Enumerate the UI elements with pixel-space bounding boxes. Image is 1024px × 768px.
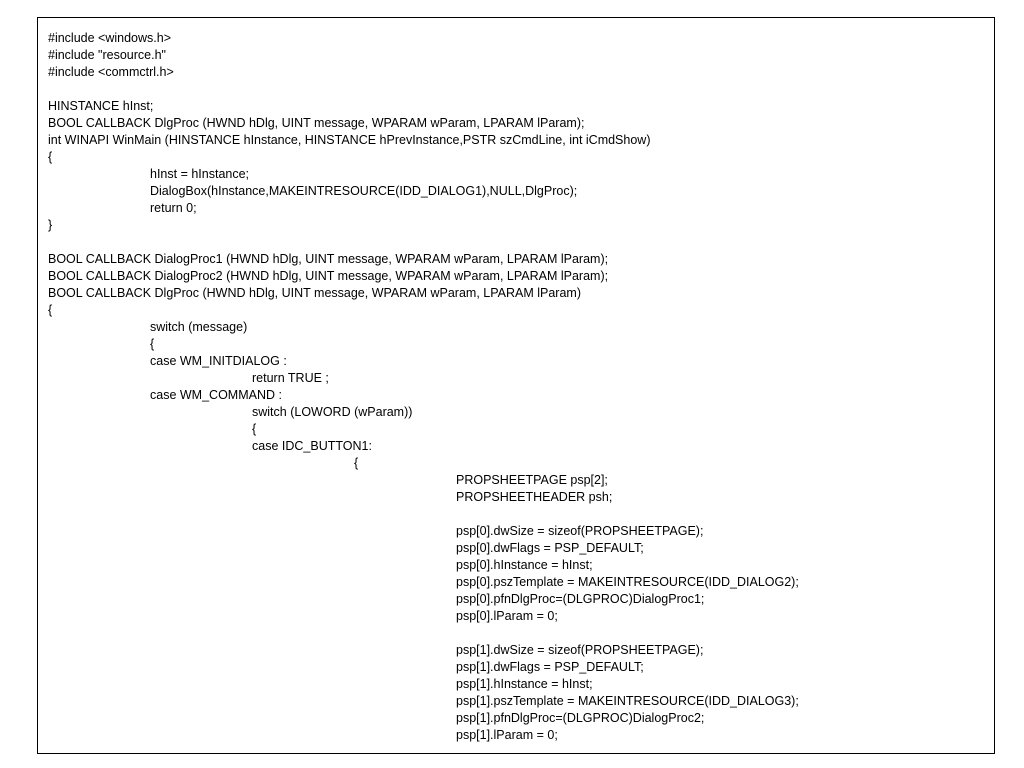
code-line: int WINAPI WinMain (HINSTANCE hInstance, HINSTANCE hPrevInstance,PSTR szCmdLine, int iCmdShow): [48, 133, 651, 147]
code-line: psp[1].dwFlags = PSP_DEFAULT;: [456, 660, 644, 674]
code-panel: [37, 17, 995, 754]
code-line-blank: [48, 506, 986, 523]
code-line: psp[0].dwFlags = PSP_DEFAULT;: [456, 541, 644, 555]
code-line: psp[1].hInstance = hInst;: [456, 677, 593, 691]
code-line: return TRUE ;: [252, 371, 329, 385]
code-line: case IDC_BUTTON1:: [252, 439, 372, 453]
code-line: return 0;: [150, 201, 197, 215]
code-line: DialogBox(hInstance,MAKEINTRESOURCE(IDD_DIALOG1),NULL,DlgProc);: [150, 184, 578, 198]
code-line: psp[1].pfnDlgProc=(DLGPROC)DialogProc2;: [456, 711, 705, 725]
code-line: BOOL CALLBACK DialogProc1 (HWND hDlg, UINT message, WPARAM wParam, LPARAM lParam);: [48, 252, 609, 266]
code-line: {: [48, 150, 53, 164]
code-line: }: [48, 218, 53, 232]
code-line: #include <windows.h>: [48, 31, 171, 45]
code-line: psp[0].lParam = 0;: [456, 609, 558, 623]
code-body: [48, 30, 986, 744]
code-line-blank: [48, 234, 986, 251]
code-line: {: [48, 303, 53, 317]
code-line: psp[1].dwSize = sizeof(PROPSHEETPAGE);: [456, 643, 704, 657]
code-line: HINSTANCE hInst;: [48, 99, 154, 113]
code-line: {: [354, 456, 359, 470]
code-line: BOOL CALLBACK DlgProc (HWND hDlg, UINT message, WPARAM wParam, LPARAM lParam);: [48, 116, 585, 130]
code-line: psp[1].lParam = 0;: [456, 728, 558, 742]
code-line: psp[0].hInstance = hInst;: [456, 558, 593, 572]
code-line: psp[0].pszTemplate = MAKEINTRESOURCE(IDD_DIALOG2);: [456, 575, 799, 589]
code-line: PROPSHEETHEADER psh;: [456, 490, 613, 504]
code-line: BOOL CALLBACK DialogProc2 (HWND hDlg, UINT message, WPARAM wParam, LPARAM lParam);: [48, 269, 609, 283]
code-line: switch (LOWORD (wParam)): [252, 405, 413, 419]
code-line: psp[1].pszTemplate = MAKEINTRESOURCE(IDD_DIALOG3);: [456, 694, 799, 708]
code-line-blank: [48, 625, 986, 642]
code-line: switch (message): [150, 320, 248, 334]
code-line: case WM_COMMAND :: [150, 388, 282, 402]
code-line: psp[0].dwSize = sizeof(PROPSHEETPAGE);: [456, 524, 704, 538]
code-line: PROPSHEETPAGE psp[2];: [456, 473, 608, 487]
code-line: {: [150, 337, 155, 351]
code-line: {: [252, 422, 257, 436]
code-line-blank: [48, 81, 986, 98]
code-line: case WM_INITDIALOG :: [150, 354, 287, 368]
code-line: #include <commctrl.h>: [48, 65, 174, 79]
code-line: hInst = hInstance;: [150, 167, 250, 181]
code-line: #include "resource.h": [48, 48, 166, 62]
code-line: psp[0].pfnDlgProc=(DLGPROC)DialogProc1;: [456, 592, 705, 606]
code-line: BOOL CALLBACK DlgProc (HWND hDlg, UINT message, WPARAM wParam, LPARAM lParam): [48, 286, 581, 300]
